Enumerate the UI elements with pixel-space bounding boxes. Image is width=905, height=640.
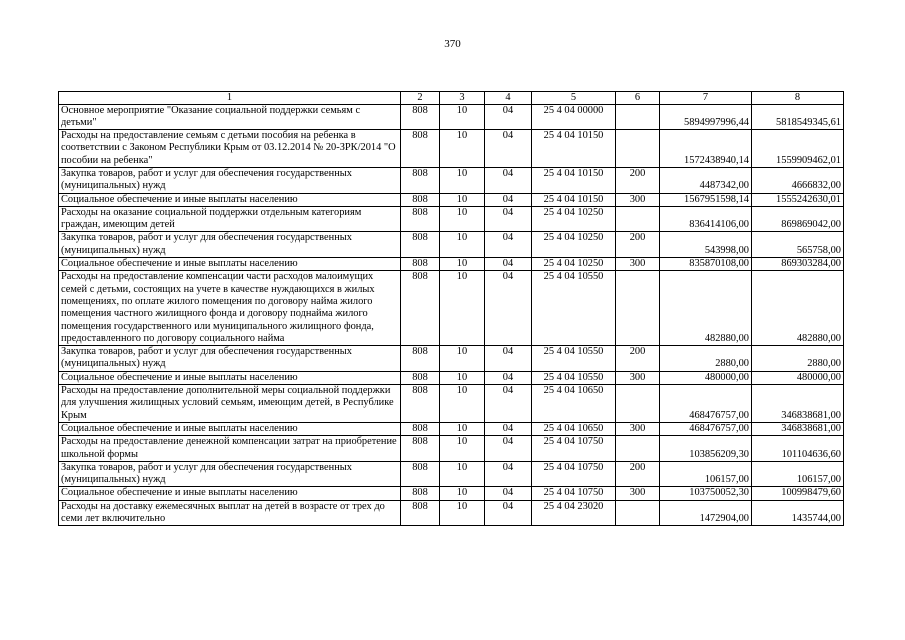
row-expense-type-cell: 200 <box>616 232 660 258</box>
table-header-row <box>59 92 844 105</box>
row-expense-type-cell <box>616 500 660 526</box>
row-amount-year1-cell: 1472904,00 <box>660 500 752 526</box>
row-section-cell: 10 <box>440 346 485 372</box>
row-target-article-cell: 25 4 04 10650 <box>532 385 616 423</box>
row-admin-code-cell: 808 <box>401 422 440 435</box>
row-amount-year2-cell: 346838681,00 <box>752 422 844 435</box>
row-subsection-cell: 04 <box>485 258 532 271</box>
row-expense-type-cell: 200 <box>616 167 660 193</box>
row-admin-code-cell: 808 <box>401 271 440 346</box>
row-name-cell: Расходы на предоставление дополнительной меры социальной поддержки для улучшения жилищных условий семьям, имеющим детей, в Республике Крым <box>59 385 401 423</box>
table-row <box>59 422 844 435</box>
row-amount-year2-cell: 100998479,60 <box>752 487 844 500</box>
row-amount-year1-cell: 106157,00 <box>660 461 752 487</box>
row-expense-type-cell: 300 <box>616 371 660 384</box>
row-amount-year1-cell: 1567951598,14 <box>660 193 752 206</box>
row-expense-type-cell <box>616 385 660 423</box>
row-section-cell: 10 <box>440 487 485 500</box>
row-subsection-cell: 04 <box>485 500 532 526</box>
row-admin-code-cell: 808 <box>401 436 440 462</box>
row-subsection-cell: 04 <box>485 461 532 487</box>
header-cell: 1 <box>59 92 401 105</box>
row-admin-code-cell: 808 <box>401 193 440 206</box>
row-subsection-cell: 04 <box>485 385 532 423</box>
row-section-cell: 10 <box>440 461 485 487</box>
page-number: 370 <box>444 38 461 50</box>
row-section-cell: 10 <box>440 385 485 423</box>
table-row <box>59 271 844 346</box>
table-row <box>59 346 844 372</box>
row-name-cell: Социальное обеспечение и иные выплаты населению <box>59 258 401 271</box>
row-amount-year1-cell: 1572438940,14 <box>660 130 752 168</box>
table-row <box>59 461 844 487</box>
table-row <box>59 487 844 500</box>
header-cell: 3 <box>440 92 485 105</box>
row-name-cell: Социальное обеспечение и иные выплаты населению <box>59 371 401 384</box>
row-admin-code-cell: 808 <box>401 258 440 271</box>
row-amount-year1-cell: 468476757,00 <box>660 385 752 423</box>
row-subsection-cell: 04 <box>485 487 532 500</box>
row-target-article-cell: 25 4 04 23020 <box>532 500 616 526</box>
row-amount-year1-cell: 103750052,30 <box>660 487 752 500</box>
table-row <box>59 206 844 232</box>
row-amount-year1-cell: 468476757,00 <box>660 422 752 435</box>
row-name-cell: Социальное обеспечение и иные выплаты населению <box>59 422 401 435</box>
row-amount-year2-cell: 482880,00 <box>752 271 844 346</box>
row-amount-year1-cell: 5894997996,44 <box>660 104 752 130</box>
row-expense-type-cell <box>616 206 660 232</box>
row-section-cell: 10 <box>440 206 485 232</box>
row-section-cell: 10 <box>440 371 485 384</box>
row-target-article-cell: 25 4 04 10550 <box>532 371 616 384</box>
row-subsection-cell: 04 <box>485 167 532 193</box>
row-amount-year2-cell: 1555242630,01 <box>752 193 844 206</box>
row-amount-year2-cell: 1435744,00 <box>752 500 844 526</box>
row-section-cell: 10 <box>440 232 485 258</box>
row-expense-type-cell: 300 <box>616 487 660 500</box>
row-target-article-cell: 25 4 04 10150 <box>532 167 616 193</box>
row-target-article-cell: 25 4 04 10750 <box>532 436 616 462</box>
row-amount-year2-cell: 480000,00 <box>752 371 844 384</box>
row-expense-type-cell <box>616 104 660 130</box>
row-section-cell: 10 <box>440 167 485 193</box>
table-row <box>59 500 844 526</box>
row-amount-year2-cell: 4666832,00 <box>752 167 844 193</box>
row-admin-code-cell: 808 <box>401 130 440 168</box>
row-amount-year1-cell: 4487342,00 <box>660 167 752 193</box>
row-name-cell: Основное мероприятие "Оказание социальной поддержки семьям с детьми" <box>59 104 401 130</box>
row-subsection-cell: 04 <box>485 436 532 462</box>
row-name-cell: Закупка товаров, работ и услуг для обеспечения государственных (муниципальных) нужд <box>59 167 401 193</box>
row-admin-code-cell: 808 <box>401 346 440 372</box>
row-expense-type-cell <box>616 271 660 346</box>
row-admin-code-cell: 808 <box>401 385 440 423</box>
row-name-cell: Расходы на оказание социальной поддержки отдельным категориям граждан, имеющим детей <box>59 206 401 232</box>
row-amount-year1-cell: 2880,00 <box>660 346 752 372</box>
row-amount-year2-cell: 869869042,00 <box>752 206 844 232</box>
row-section-cell: 10 <box>440 130 485 168</box>
row-subsection-cell: 04 <box>485 193 532 206</box>
row-name-cell: Расходы на предоставление компенсации части расходов малоимущих семей с детьми, состоящих на учете в качестве нуждающихся в жилых помещениях, по оплате жилого помещения по договору найма жилого помещения частного жилищного фонда и договору поднайма жилого помещения государственного или муниципального жилищного фонда, предоставленного по договору социального найма <box>59 271 401 346</box>
table-row <box>59 436 844 462</box>
table-row <box>59 232 844 258</box>
row-target-article-cell: 25 4 04 10650 <box>532 422 616 435</box>
row-section-cell: 10 <box>440 436 485 462</box>
row-target-article-cell: 25 4 04 10750 <box>532 461 616 487</box>
row-subsection-cell: 04 <box>485 271 532 346</box>
row-amount-year2-cell: 106157,00 <box>752 461 844 487</box>
table-row <box>59 371 844 384</box>
row-subsection-cell: 04 <box>485 422 532 435</box>
row-subsection-cell: 04 <box>485 346 532 372</box>
row-target-article-cell: 25 4 04 10750 <box>532 487 616 500</box>
row-admin-code-cell: 808 <box>401 232 440 258</box>
row-section-cell: 10 <box>440 193 485 206</box>
row-amount-year2-cell: 5818549345,61 <box>752 104 844 130</box>
row-name-cell: Социальное обеспечение и иные выплаты населению <box>59 487 401 500</box>
header-cell: 8 <box>752 92 844 105</box>
row-amount-year1-cell: 835870108,00 <box>660 258 752 271</box>
row-admin-code-cell: 808 <box>401 371 440 384</box>
row-name-cell: Расходы на предоставление семьям с детьми пособия на ребенка в соответствии с Законом Республики Крым от 03.12.2014 № 20-ЗРК/2014 "О пособии на ребенка" <box>59 130 401 168</box>
row-amount-year1-cell: 836414106,00 <box>660 206 752 232</box>
row-target-article-cell: 25 4 04 10550 <box>532 271 616 346</box>
row-target-article-cell: 25 4 04 10250 <box>532 258 616 271</box>
row-name-cell: Расходы на доставку ежемесячных выплат на детей в возрасте от трех до семи лет включительно <box>59 500 401 526</box>
row-admin-code-cell: 808 <box>401 461 440 487</box>
table-row <box>59 258 844 271</box>
row-expense-type-cell: 200 <box>616 346 660 372</box>
table-row <box>59 104 844 130</box>
row-section-cell: 10 <box>440 271 485 346</box>
row-amount-year1-cell: 480000,00 <box>660 371 752 384</box>
row-target-article-cell: 25 4 04 10250 <box>532 206 616 232</box>
row-subsection-cell: 04 <box>485 130 532 168</box>
row-expense-type-cell: 300 <box>616 422 660 435</box>
row-target-article-cell: 25 4 04 10150 <box>532 130 616 168</box>
row-amount-year2-cell: 2880,00 <box>752 346 844 372</box>
row-section-cell: 10 <box>440 500 485 526</box>
row-amount-year2-cell: 101104636,60 <box>752 436 844 462</box>
row-amount-year1-cell: 543998,00 <box>660 232 752 258</box>
row-expense-type-cell: 300 <box>616 258 660 271</box>
row-target-article-cell: 25 4 04 00000 <box>532 104 616 130</box>
row-name-cell: Закупка товаров, работ и услуг для обеспечения государственных (муниципальных) нужд <box>59 461 401 487</box>
row-section-cell: 10 <box>440 422 485 435</box>
header-cell: 5 <box>532 92 616 105</box>
row-expense-type-cell: 300 <box>616 193 660 206</box>
row-amount-year2-cell: 869303284,00 <box>752 258 844 271</box>
row-name-cell: Закупка товаров, работ и услуг для обеспечения государственных (муниципальных) нужд <box>59 232 401 258</box>
row-name-cell: Закупка товаров, работ и услуг для обеспечения государственных (муниципальных) нужд <box>59 346 401 372</box>
header-cell: 4 <box>485 92 532 105</box>
row-expense-type-cell <box>616 130 660 168</box>
row-admin-code-cell: 808 <box>401 206 440 232</box>
row-amount-year1-cell: 482880,00 <box>660 271 752 346</box>
row-section-cell: 10 <box>440 258 485 271</box>
row-amount-year1-cell: 103856209,30 <box>660 436 752 462</box>
row-target-article-cell: 25 4 04 10150 <box>532 193 616 206</box>
row-admin-code-cell: 808 <box>401 487 440 500</box>
row-name-cell: Социальное обеспечение и иные выплаты населению <box>59 193 401 206</box>
row-name-cell: Расходы на предоставление денежной компенсации затрат на приобретение школьной формы <box>59 436 401 462</box>
table-row <box>59 130 844 168</box>
row-admin-code-cell: 808 <box>401 104 440 130</box>
row-expense-type-cell: 200 <box>616 461 660 487</box>
row-admin-code-cell: 808 <box>401 500 440 526</box>
row-expense-type-cell <box>616 436 660 462</box>
row-subsection-cell: 04 <box>485 206 532 232</box>
budget-table <box>58 91 844 526</box>
row-amount-year2-cell: 565758,00 <box>752 232 844 258</box>
row-subsection-cell: 04 <box>485 371 532 384</box>
row-admin-code-cell: 808 <box>401 167 440 193</box>
row-section-cell: 10 <box>440 104 485 130</box>
row-target-article-cell: 25 4 04 10550 <box>532 346 616 372</box>
header-cell: 7 <box>660 92 752 105</box>
row-amount-year2-cell: 346838681,00 <box>752 385 844 423</box>
table-row <box>59 193 844 206</box>
row-target-article-cell: 25 4 04 10250 <box>532 232 616 258</box>
table-row <box>59 167 844 193</box>
row-subsection-cell: 04 <box>485 104 532 130</box>
header-cell: 6 <box>616 92 660 105</box>
row-subsection-cell: 04 <box>485 232 532 258</box>
header-cell: 2 <box>401 92 440 105</box>
row-amount-year2-cell: 1559909462,01 <box>752 130 844 168</box>
table-row <box>59 385 844 423</box>
